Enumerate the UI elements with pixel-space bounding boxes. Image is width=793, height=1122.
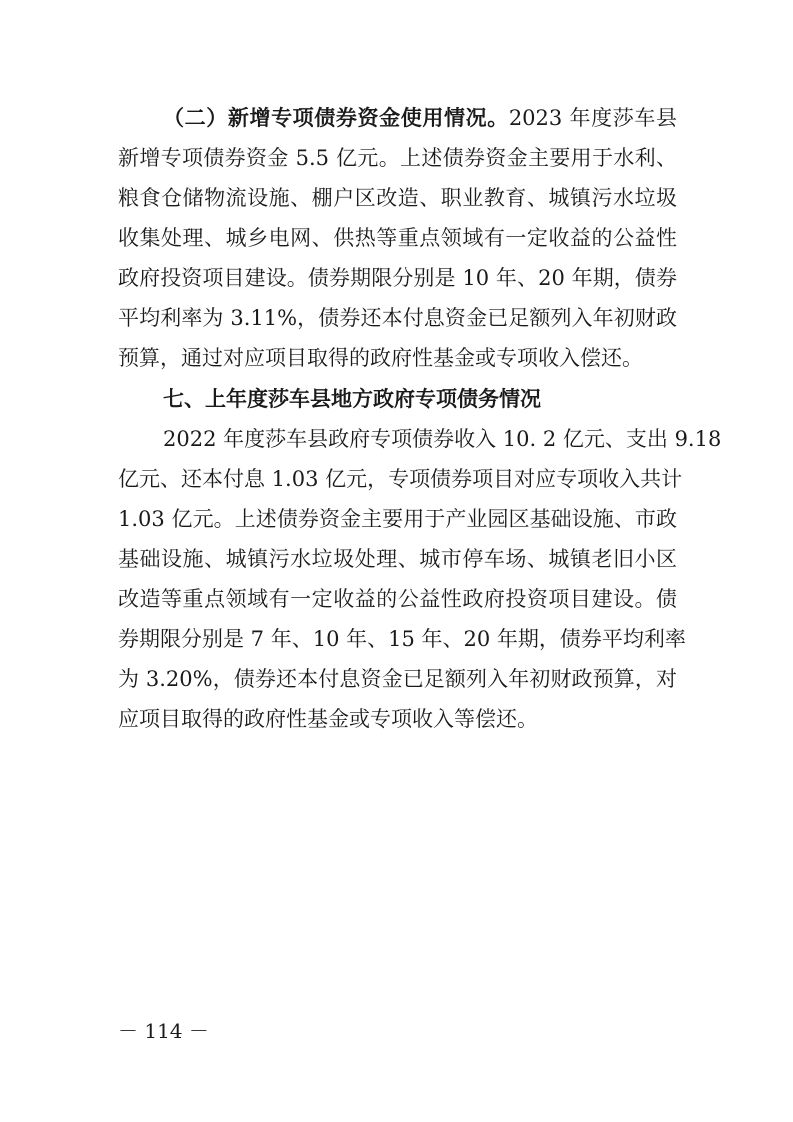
section-2-line-5: 政府投资项目建设。债券期限分别是 10 年、20 年期，债券: [118, 266, 677, 290]
section-2-line-4: 收集处理、城乡电网、供热等重点领域有一定收益的公益性: [118, 226, 677, 250]
section-7-line-8: 应项目取得的政府性基金或专项收入等偿还。: [118, 707, 538, 731]
section-7-line-4: 基础设施、城镇污水垃圾处理、城市停车场、城镇老旧小区: [118, 547, 677, 571]
section-2-heading: （二）新增专项债券资金使用情况。: [163, 105, 509, 130]
section-2-line-2: 新增专项债券资金 5.5 亿元。上述债券资金主要用于水利、: [118, 146, 677, 170]
section-7-line-1: 2022 年度莎车县政府专项债券收入 10. 2 亿元、支出 9.18: [163, 427, 722, 451]
section-7-line-5: 改造等重点领域有一定收益的公益性政府投资项目建设。债: [118, 587, 677, 611]
section-7-line-7: 为 3.20%，债券还本付息资金已足额列入年初财政预算，对: [118, 667, 677, 691]
section-2-line-3: 粮食仓储物流设施、棚户区改造、职业教育、城镇污水垃圾: [118, 186, 677, 210]
section-7-line-3: 1.03 亿元。上述债券资金主要用于产业园区基础设施、市政: [118, 507, 677, 531]
section-2-line-6: 平均利率为 3.11%，债券还本付息资金已足额列入年初财政: [118, 306, 677, 330]
section-2-line-1: [163, 103, 677, 133]
section-7-heading: 七、上年度莎车县地方政府专项债务情况: [163, 386, 541, 411]
section-2-line-1-text: 2023 年度莎车县: [508, 106, 677, 130]
section-2-line-7: 预算，通过对应项目取得的政府性基金或专项收入偿还。: [118, 346, 643, 370]
page-number: － 114 －: [118, 1019, 209, 1043]
section-7-line-6: 券期限分别是 7 年、10 年、15 年、20 年期，债券平均利率: [118, 627, 686, 651]
section-7-line-2: 亿元、还本付息 1.03 亿元，专项债券项目对应专项收入共计: [118, 467, 683, 491]
